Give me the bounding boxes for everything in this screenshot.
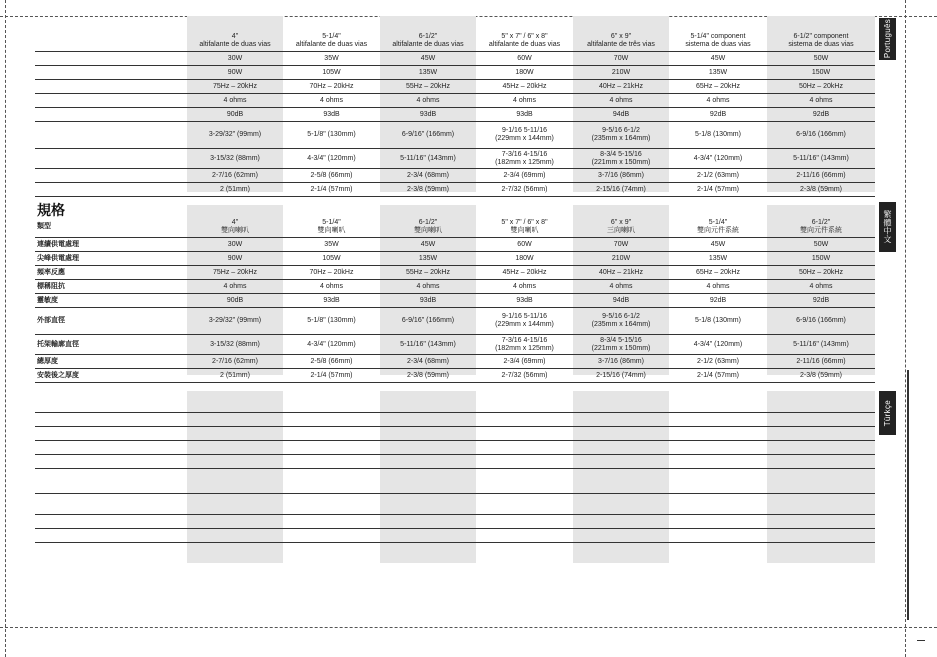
spec-cell: 30W bbox=[187, 52, 283, 66]
spec-cell: 4 ohms bbox=[283, 280, 380, 294]
spec-cell: 40Hz – 21kHz bbox=[573, 80, 669, 94]
spec-cell: 90W bbox=[187, 66, 283, 80]
spec-cell: 4 ohms bbox=[669, 280, 767, 294]
table-row bbox=[35, 169, 875, 183]
tab-label: Türkçe bbox=[883, 399, 892, 427]
spec-cell: 135W bbox=[380, 66, 476, 80]
spec-cell bbox=[669, 469, 767, 494]
spec-cell bbox=[187, 427, 283, 441]
spec-cell: 2-3/8 (59mm) bbox=[380, 183, 476, 197]
spec-cell: 2-1/4 (57mm) bbox=[283, 369, 380, 383]
spec-cell: 135W bbox=[669, 252, 767, 266]
spec-cell: 45W bbox=[380, 238, 476, 252]
spec-cell bbox=[573, 400, 669, 413]
spec-cell: 9-1/16 5-11/16 (229mm x 144mm) bbox=[476, 122, 573, 149]
spec-cell: 4 ohms bbox=[767, 94, 875, 108]
spec-cell bbox=[187, 469, 283, 494]
spec-cell bbox=[767, 469, 875, 494]
spec-cell: 93dB bbox=[380, 294, 476, 308]
spec-table-chinese bbox=[35, 217, 875, 383]
spec-cell: 90dB bbox=[187, 294, 283, 308]
spec-cell: 5-1/8 (130mm) bbox=[669, 122, 767, 149]
spec-cell: 45Hz – 20kHz bbox=[476, 266, 573, 280]
spec-cell: 4 ohms bbox=[669, 94, 767, 108]
spec-cell: 2-5/8 (66mm) bbox=[283, 355, 380, 369]
spec-cell bbox=[573, 529, 669, 543]
spec-cell: 3-7/16 (86mm) bbox=[573, 169, 669, 183]
spec-cell bbox=[669, 413, 767, 427]
spec-cell bbox=[767, 515, 875, 529]
row-label: 頻率反應 bbox=[35, 266, 187, 280]
table-row bbox=[35, 529, 875, 543]
table-row bbox=[35, 52, 875, 66]
table-row bbox=[35, 427, 875, 441]
spec-cell bbox=[187, 441, 283, 455]
table-row bbox=[35, 441, 875, 455]
spec-cell: 9-1/16 5-11/16 (229mm x 144mm) bbox=[476, 308, 573, 335]
spec-cell: 9-5/16 6-1/2 (235mm x 164mm) bbox=[573, 122, 669, 149]
spec-cell bbox=[380, 400, 476, 413]
table-row bbox=[35, 108, 875, 122]
spec-cell: 6-9/16" (166mm) bbox=[380, 308, 476, 335]
spec-cell: 3-15/32 (88mm) bbox=[187, 149, 283, 169]
spec-cell: 4 ohms bbox=[187, 280, 283, 294]
spec-cell: 50W bbox=[767, 52, 875, 66]
table-row bbox=[35, 122, 875, 149]
spec-cell: 4-3/4" (120mm) bbox=[669, 335, 767, 355]
spec-cell: 50W bbox=[767, 238, 875, 252]
table-row bbox=[35, 252, 875, 266]
spec-cell: 45W bbox=[380, 52, 476, 66]
table-header-row bbox=[35, 31, 875, 52]
spec-cell: 5-1/4" 雙向元件系統 bbox=[669, 217, 767, 238]
row-label: 標稱阻抗 bbox=[35, 280, 187, 294]
spec-cell: 2-15/16 (74mm) bbox=[573, 369, 669, 383]
spec-cell bbox=[476, 400, 573, 413]
spec-cell: 93dB bbox=[283, 294, 380, 308]
spec-cell: 65Hz – 20kHz bbox=[669, 266, 767, 280]
spec-cell: 6" x 9" 三向喇叭 bbox=[573, 217, 669, 238]
table-row bbox=[35, 494, 875, 515]
table-row bbox=[35, 183, 875, 197]
spec-cell bbox=[573, 469, 669, 494]
spec-cell: 2-1/4 (57mm) bbox=[669, 183, 767, 197]
spec-cell: 2-5/8 (66mm) bbox=[283, 169, 380, 183]
spec-cell: 3-29/32" (99mm) bbox=[187, 122, 283, 149]
spec-cell: 210W bbox=[573, 66, 669, 80]
spec-cell bbox=[187, 455, 283, 469]
spec-cell: 92dB bbox=[669, 108, 767, 122]
row-label bbox=[35, 515, 187, 529]
spec-cell: 7-3/16 4-15/16 (182mm x 125mm) bbox=[476, 335, 573, 355]
spec-cell: 92dB bbox=[669, 294, 767, 308]
spec-cell bbox=[573, 455, 669, 469]
spec-cell: 35W bbox=[283, 52, 380, 66]
row-label: 托架輸廓直徑 bbox=[35, 335, 187, 355]
spec-cell bbox=[283, 494, 380, 515]
spec-cell: 45W bbox=[669, 238, 767, 252]
spec-cell: 3-29/32" (99mm) bbox=[187, 308, 283, 335]
spec-cell: 5-1/4" component sistema de duas vias bbox=[669, 31, 767, 52]
spec-cell: 2-7/32 (56mm) bbox=[476, 369, 573, 383]
spec-cell: 5-11/16" (143mm) bbox=[380, 149, 476, 169]
spec-cell: 210W bbox=[573, 252, 669, 266]
table-row bbox=[35, 149, 875, 169]
row-label bbox=[35, 529, 187, 543]
spec-cell bbox=[187, 400, 283, 413]
language-tab-chinese[interactable] bbox=[879, 202, 896, 252]
spec-cell: 4-3/4" (120mm) bbox=[283, 335, 380, 355]
table-row bbox=[35, 294, 875, 308]
spec-cell: 4" 雙向喇叭 bbox=[187, 217, 283, 238]
spec-cell bbox=[380, 469, 476, 494]
spec-cell: 135W bbox=[669, 66, 767, 80]
row-label bbox=[35, 94, 187, 108]
row-label bbox=[35, 413, 187, 427]
spec-cell: 93dB bbox=[476, 294, 573, 308]
spec-cell bbox=[669, 515, 767, 529]
spec-cell bbox=[283, 529, 380, 543]
spec-cell: 105W bbox=[283, 252, 380, 266]
spec-cell: 70W bbox=[573, 238, 669, 252]
spec-cell: 4 ohms bbox=[573, 94, 669, 108]
spec-cell: 5-1/4" 雙向喇叭 bbox=[283, 217, 380, 238]
spec-cell: 94dB bbox=[573, 294, 669, 308]
spec-cell: 50Hz – 20kHz bbox=[767, 80, 875, 94]
table-row bbox=[35, 413, 875, 427]
spec-cell: 2-1/2 (63mm) bbox=[669, 355, 767, 369]
spec-cell: 2-1/4 (57mm) bbox=[669, 369, 767, 383]
spec-cell bbox=[476, 441, 573, 455]
spec-cell bbox=[476, 515, 573, 529]
crop-mark-right bbox=[905, 0, 906, 657]
language-tab-turkish[interactable] bbox=[879, 391, 896, 435]
table-row bbox=[35, 308, 875, 335]
spec-cell: 8-3/4 5-15/16 (221mm x 150mm) bbox=[573, 335, 669, 355]
spec-cell: 135W bbox=[380, 252, 476, 266]
spec-cell: 9-5/16 6-1/2 (235mm x 164mm) bbox=[573, 308, 669, 335]
spec-cell: 93dB bbox=[283, 108, 380, 122]
language-tab-portuguese[interactable] bbox=[879, 18, 896, 60]
spec-cell bbox=[669, 400, 767, 413]
row-label bbox=[35, 169, 187, 183]
row-label: 類型 bbox=[35, 217, 187, 238]
spec-cell: 93dB bbox=[380, 108, 476, 122]
row-label bbox=[35, 122, 187, 149]
spec-cell: 3-15/32 (88mm) bbox=[187, 335, 283, 355]
table-row bbox=[35, 335, 875, 355]
spec-cell bbox=[476, 455, 573, 469]
spec-cell: 60W bbox=[476, 52, 573, 66]
spec-cell bbox=[669, 455, 767, 469]
spec-cell bbox=[283, 469, 380, 494]
spec-cell: 2 (51mm) bbox=[187, 369, 283, 383]
spec-cell: 45Hz – 20kHz bbox=[476, 80, 573, 94]
spec-cell: 55Hz – 20kHz bbox=[380, 80, 476, 94]
spec-table-turkish bbox=[35, 400, 875, 543]
spec-cell: 5-1/8 (130mm) bbox=[669, 308, 767, 335]
table-row bbox=[35, 80, 875, 94]
spec-cell: 3-7/16 (86mm) bbox=[573, 355, 669, 369]
spec-cell: 5-11/16" (143mm) bbox=[767, 149, 875, 169]
spec-cell bbox=[283, 455, 380, 469]
table-row bbox=[35, 94, 875, 108]
section-title: 規格 bbox=[37, 202, 65, 218]
table-row bbox=[35, 355, 875, 369]
spec-cell: 6-1/2" 雙向元件系統 bbox=[767, 217, 875, 238]
spec-cell: 2-3/8 (59mm) bbox=[767, 183, 875, 197]
table-row bbox=[35, 238, 875, 252]
spec-cell: 2-3/4 (68mm) bbox=[380, 355, 476, 369]
table-row bbox=[35, 455, 875, 469]
spec-cell: 2-7/16 (62mm) bbox=[187, 355, 283, 369]
spec-cell bbox=[283, 413, 380, 427]
spec-cell bbox=[187, 413, 283, 427]
spec-cell bbox=[380, 494, 476, 515]
spec-cell bbox=[767, 413, 875, 427]
spec-cell bbox=[283, 441, 380, 455]
row-label bbox=[35, 441, 187, 455]
spec-cell: 2-7/32 (56mm) bbox=[476, 183, 573, 197]
spec-cell bbox=[573, 494, 669, 515]
spec-cell: 150W bbox=[767, 66, 875, 80]
spec-cell: 40Hz – 21kHz bbox=[573, 266, 669, 280]
spec-cell: 2-15/16 (74mm) bbox=[573, 183, 669, 197]
row-label: 靈敏度 bbox=[35, 294, 187, 308]
spec-cell: 105W bbox=[283, 66, 380, 80]
spec-cell: 4 ohms bbox=[476, 280, 573, 294]
spec-cell: 2-3/8 (59mm) bbox=[767, 369, 875, 383]
spec-cell: 7-3/16 4-15/16 (182mm x 125mm) bbox=[476, 149, 573, 169]
spec-cell: 93dB bbox=[476, 108, 573, 122]
spec-cell: 2-3/8 (59mm) bbox=[380, 369, 476, 383]
spec-cell: 70W bbox=[573, 52, 669, 66]
row-label bbox=[35, 66, 187, 80]
spec-cell: 30W bbox=[187, 238, 283, 252]
spec-cell: 2-11/16 (66mm) bbox=[767, 169, 875, 183]
spec-cell bbox=[669, 494, 767, 515]
spec-cell bbox=[767, 455, 875, 469]
tab-label: Português bbox=[883, 19, 892, 59]
spec-cell bbox=[767, 400, 875, 413]
spec-cell bbox=[767, 427, 875, 441]
spec-cell: 5-11/16" (143mm) bbox=[380, 335, 476, 355]
spec-cell: 92dB bbox=[767, 294, 875, 308]
spec-cell bbox=[767, 494, 875, 515]
spec-cell: 45W bbox=[669, 52, 767, 66]
spec-cell: 6-1/2" 雙向喇叭 bbox=[380, 217, 476, 238]
spec-cell: 94dB bbox=[573, 108, 669, 122]
spec-cell: 180W bbox=[476, 66, 573, 80]
edge-tick bbox=[907, 370, 909, 620]
spec-cell: 150W bbox=[767, 252, 875, 266]
spec-table-portuguese bbox=[35, 31, 875, 197]
spec-cell bbox=[380, 427, 476, 441]
spec-cell: 8-3/4 5-15/16 (221mm x 150mm) bbox=[573, 149, 669, 169]
spec-cell: 65Hz – 20kHz bbox=[669, 80, 767, 94]
spec-cell bbox=[573, 515, 669, 529]
row-label bbox=[35, 427, 187, 441]
spec-cell: 2-3/4 (68mm) bbox=[380, 169, 476, 183]
spec-cell: 6-9/16 (166mm) bbox=[767, 122, 875, 149]
spec-cell bbox=[380, 441, 476, 455]
spec-cell: 4 ohms bbox=[573, 280, 669, 294]
row-label bbox=[35, 183, 187, 197]
spec-cell: 5" x 7" / 6" x 8" altifalante de duas vias bbox=[476, 31, 573, 52]
spec-cell bbox=[573, 441, 669, 455]
spec-cell: 5-11/16" (143mm) bbox=[767, 335, 875, 355]
spec-cell bbox=[283, 400, 380, 413]
row-label bbox=[35, 149, 187, 169]
spec-cell bbox=[669, 427, 767, 441]
row-label bbox=[35, 108, 187, 122]
spec-cell bbox=[767, 441, 875, 455]
spec-cell bbox=[476, 494, 573, 515]
spec-cell: 6-9/16" (166mm) bbox=[380, 122, 476, 149]
table-row bbox=[35, 400, 875, 413]
spec-cell: 4 ohms bbox=[380, 94, 476, 108]
spec-cell bbox=[669, 441, 767, 455]
spec-cell bbox=[767, 529, 875, 543]
spec-cell: 6-1/2" altifalante de duas vias bbox=[380, 31, 476, 52]
table-row bbox=[35, 280, 875, 294]
row-label bbox=[35, 400, 187, 413]
spec-cell: 4 ohms bbox=[187, 94, 283, 108]
table-row bbox=[35, 515, 875, 529]
spec-cell bbox=[380, 515, 476, 529]
spec-cell: 70Hz – 20kHz bbox=[283, 266, 380, 280]
table-header-row bbox=[35, 217, 875, 238]
spec-cell bbox=[476, 413, 573, 427]
spec-cell: 92dB bbox=[767, 108, 875, 122]
spec-cell: 4" altifalante de duas vias bbox=[187, 31, 283, 52]
spec-cell: 5" x 7" / 6" x 8" 雙向喇叭 bbox=[476, 217, 573, 238]
spec-cell: 90dB bbox=[187, 108, 283, 122]
row-label bbox=[35, 80, 187, 94]
row-label: 外部直徑 bbox=[35, 308, 187, 335]
spec-cell bbox=[573, 427, 669, 441]
corner-tick bbox=[917, 640, 925, 641]
spec-cell bbox=[573, 413, 669, 427]
spec-cell bbox=[187, 529, 283, 543]
spec-cell: 55Hz – 20kHz bbox=[380, 266, 476, 280]
row-label: 尖峰供電處理 bbox=[35, 252, 187, 266]
spec-cell: 6-1/2" component sistema de duas vias bbox=[767, 31, 875, 52]
spec-cell: 50Hz – 20kHz bbox=[767, 266, 875, 280]
spec-cell bbox=[476, 529, 573, 543]
row-label bbox=[35, 494, 187, 515]
spec-cell: 60W bbox=[476, 238, 573, 252]
spec-cell: 5-1/8" (130mm) bbox=[283, 122, 380, 149]
spec-cell bbox=[283, 515, 380, 529]
spec-cell: 2-3/4 (69mm) bbox=[476, 169, 573, 183]
spec-cell: 2-7/16 (62mm) bbox=[187, 169, 283, 183]
spec-cell: 2-3/4 (69mm) bbox=[476, 355, 573, 369]
spec-cell: 4 ohms bbox=[476, 94, 573, 108]
row-label bbox=[35, 31, 187, 52]
row-label bbox=[35, 52, 187, 66]
row-label bbox=[35, 455, 187, 469]
crop-mark-left bbox=[5, 0, 6, 657]
table-row bbox=[35, 369, 875, 383]
spec-cell bbox=[187, 515, 283, 529]
crop-mark-bottom bbox=[0, 627, 937, 628]
spec-cell: 2 (51mm) bbox=[187, 183, 283, 197]
row-label: 總厚度 bbox=[35, 355, 187, 369]
spec-cell: 75Hz – 20kHz bbox=[187, 266, 283, 280]
spec-cell bbox=[380, 529, 476, 543]
spec-cell: 2-1/4 (57mm) bbox=[283, 183, 380, 197]
row-label: 連續供電處理 bbox=[35, 238, 187, 252]
spec-cell: 2-1/2 (63mm) bbox=[669, 169, 767, 183]
spec-cell: 6-9/16 (166mm) bbox=[767, 308, 875, 335]
table-row bbox=[35, 469, 875, 494]
spec-cell: 4 ohms bbox=[283, 94, 380, 108]
spec-cell bbox=[380, 455, 476, 469]
spec-cell bbox=[380, 413, 476, 427]
spec-cell: 35W bbox=[283, 238, 380, 252]
spec-cell: 4-3/4" (120mm) bbox=[669, 149, 767, 169]
spec-cell: 4-3/4" (120mm) bbox=[283, 149, 380, 169]
spec-cell bbox=[476, 427, 573, 441]
spec-cell bbox=[187, 494, 283, 515]
spec-cell: 4 ohms bbox=[767, 280, 875, 294]
spec-cell: 4 ohms bbox=[380, 280, 476, 294]
tab-label: 繁體中文 bbox=[883, 210, 892, 244]
spec-cell: 2-11/16 (66mm) bbox=[767, 355, 875, 369]
spec-cell bbox=[283, 427, 380, 441]
spec-cell: 75Hz – 20kHz bbox=[187, 80, 283, 94]
spec-cell bbox=[669, 529, 767, 543]
spec-cell: 5-1/4" altifalante de duas vias bbox=[283, 31, 380, 52]
table-row bbox=[35, 66, 875, 80]
row-label: 安裝後之厚度 bbox=[35, 369, 187, 383]
spec-cell: 180W bbox=[476, 252, 573, 266]
spec-cell: 5-1/8" (130mm) bbox=[283, 308, 380, 335]
spec-cell: 90W bbox=[187, 252, 283, 266]
spec-cell: 70Hz – 20kHz bbox=[283, 80, 380, 94]
table-row bbox=[35, 266, 875, 280]
row-label bbox=[35, 469, 187, 494]
spec-cell: 6" x 9" altifalante de três vias bbox=[573, 31, 669, 52]
spec-cell bbox=[476, 469, 573, 494]
